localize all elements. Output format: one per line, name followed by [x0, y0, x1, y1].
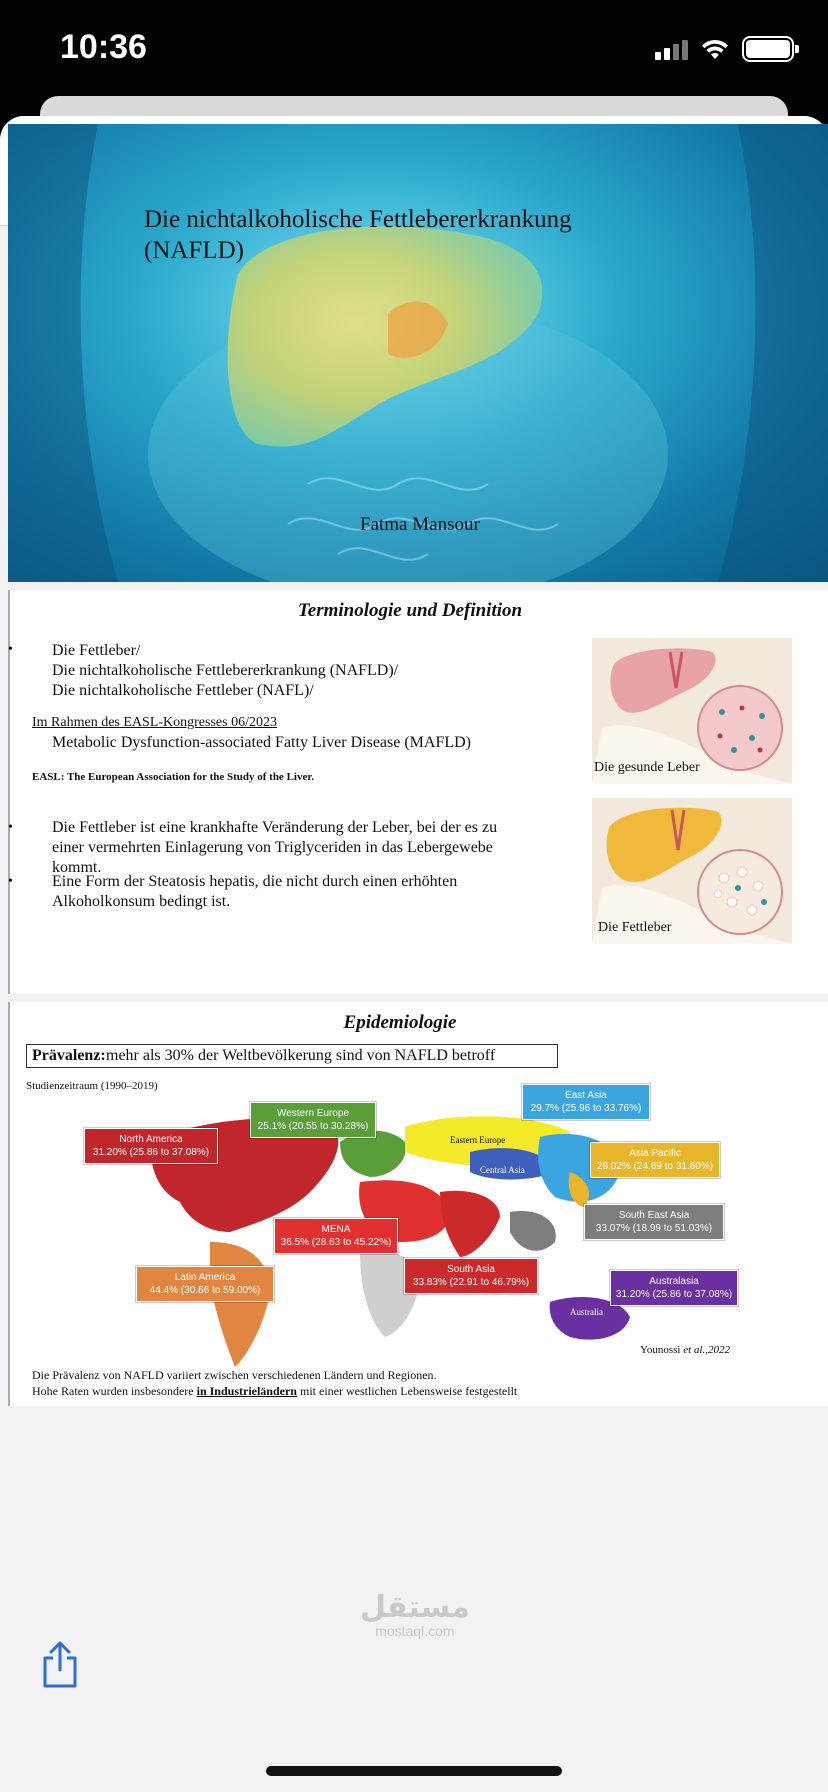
slide-3-heading: Epidemiologie [343, 1012, 457, 1033]
region-value: 28.02% (24.69 to 31.60%) [596, 1161, 714, 1172]
term-line-2: Die nichtalkoholische Fettlebererkrankung (NAFLD)/ [52, 662, 399, 679]
region-label-mena [274, 1218, 398, 1254]
battery-icon [742, 36, 794, 62]
region-label-australasia [610, 1270, 738, 1306]
prevalence-text: mehr als 30% der Weltbevölkerung sind von NAFLD betroff [106, 1047, 496, 1064]
footer-line-1: Die Prävalenz von NAFLD variiert zwischen verschiedenen Ländern und Regionen. [32, 1368, 437, 1382]
footer-text: Hohe Raten wurden insbesondere [32, 1384, 194, 1398]
healthy-liver-caption: Die gesunde Leber [594, 760, 700, 775]
slide-1-author: Fatma Mansour [360, 514, 480, 535]
citation-author: Younossi [640, 1344, 681, 1356]
status-bar [0, 0, 828, 100]
region-value: 31.20% (25.86 to 37.08%) [615, 1289, 733, 1300]
prevalence-label: Prävalenz: [32, 1047, 106, 1064]
region-value: 33.83% (22.91 to 46.79%) [412, 1277, 530, 1288]
region-name: East Asia [565, 1090, 607, 1101]
status-time: 10:36 [60, 28, 147, 66]
fatty-liver-image [592, 798, 792, 944]
region-name: MENA [321, 1224, 351, 1235]
slide-2-heading: Terminologie und Definition [297, 600, 523, 621]
footer-line-2 [32, 1384, 517, 1399]
easl-note: EASL: The European Association for the Study of the Liver. [32, 771, 314, 783]
footer-text: mit einer westlichen Lebensweise festgestellt [299, 1384, 518, 1398]
mafld-term: Metabolic Dysfunction-associated Fatty Liver Disease (MAFLD) [52, 734, 472, 751]
region-name: South East Asia [618, 1210, 690, 1221]
region-name: Australasia [649, 1276, 699, 1287]
signal-icon [655, 38, 688, 60]
term-line-1: Die Fettleber/ [52, 642, 141, 659]
definition-2: Eine Form der Steatosis hepatis, die nicht durch einen erhöhten Alkoholkonsum bedingt ist. [52, 873, 458, 910]
status-icons [655, 36, 794, 62]
study-period: Studienzeitraum (1990–2019) [26, 1080, 158, 1092]
slide-3 [8, 1002, 828, 1406]
region-label-south-asia [404, 1258, 538, 1294]
bullet: • [8, 642, 13, 657]
citation-rest: et al.,2022 [683, 1344, 730, 1356]
watermark [360, 1590, 470, 1639]
citation [640, 1340, 730, 1360]
footer-emphasis: in Industrieländern [196, 1384, 297, 1398]
region-name: North America [119, 1134, 183, 1145]
term-line-3: Die nichtalkoholische Fettleber (NAFL)/ [52, 682, 314, 699]
region-name: South Asia [447, 1264, 495, 1275]
region-value: 44.4% (30.66 to 59.00%) [149, 1285, 261, 1296]
region-label-east-asia [522, 1084, 650, 1120]
region-label-latin-america [136, 1266, 274, 1302]
map-label-australia: Australia [570, 1307, 603, 1317]
region-name: Asia Pacific [629, 1148, 681, 1159]
region-value: 29.7% (25.96 to 33.76%) [530, 1103, 642, 1114]
home-indicator [266, 1766, 562, 1776]
share-icon[interactable] [40, 1640, 80, 1690]
region-label-western-europe [250, 1102, 376, 1138]
wifi-icon [700, 38, 730, 60]
fatty-liver-caption: Die Fettleber [598, 920, 672, 935]
map-label-central-asia: Central Asia [480, 1165, 525, 1175]
share-button[interactable] [40, 1640, 80, 1690]
slide-2 [8, 590, 828, 994]
slide-1 [8, 124, 828, 582]
region-value: 36.5% (28.63 to 45.22%) [280, 1237, 392, 1248]
region-name: Latin America [174, 1272, 236, 1283]
slide-1-title: Die nichtalkoholische Fettlebererkrankung (NAFLD) [144, 206, 572, 264]
region-label-asia-pacific [590, 1142, 720, 1178]
region-value: 31.20% (25.86 to 37.08%) [92, 1147, 210, 1158]
watermark-arabic: مستقل [360, 1590, 470, 1625]
healthy-liver-image [592, 638, 792, 784]
region-label-north-america [84, 1128, 218, 1164]
definition-1: Die Fettleber ist eine krankhafte Veränderung der Leber, bei der es zu einer vermehrten Einlagerung von Triglyceriden in das Lebergewebe kommt. [52, 819, 498, 876]
region-value: 25.1% (20.55 to 30.28%) [257, 1121, 369, 1132]
watermark-latin: mostaql.com [375, 1623, 455, 1639]
map-label-eastern-europe: Eastern Europe [450, 1135, 506, 1145]
bullet: • [8, 820, 13, 835]
bullet: • [8, 874, 13, 889]
region-value: 33.07% (18.99 to 51.03%) [595, 1223, 713, 1234]
region-label-south-east-asia [584, 1204, 724, 1240]
congress-note: Im Rahmen des EASL-Kongresses 06/2023 [32, 715, 277, 730]
region-name: Western Europe [276, 1108, 350, 1119]
